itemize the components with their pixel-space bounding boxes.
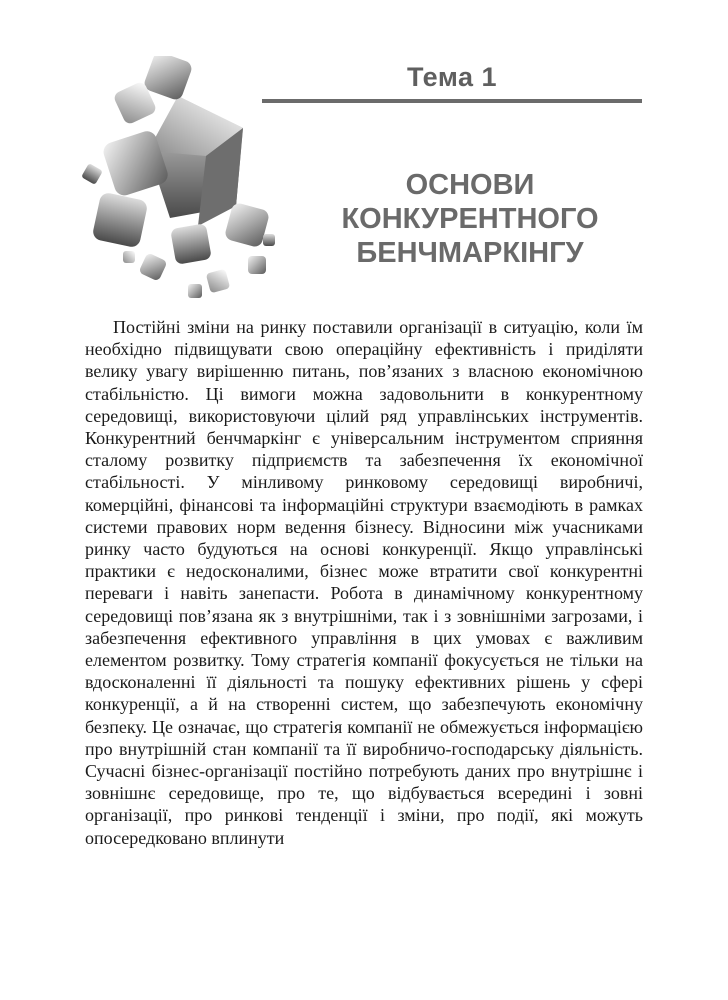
title-line: ОСНОВИ [405,169,535,201]
body-paragraph: Постійні зміни на ринку поставили організації в ситуацію, коли їм необхідно підвищувати свою операційну ефективність і приділяти велику увагу вирішенню питань, пов’язаних з власною економічною стабільністю. Ці вимоги можна задовольнити в конкурентному середовищі, використовуючи цілий ряд управлінських інструментів. Конкурентний бенчмаркінг є універсальним інструментом сприяння сталому розвитку підприємств та забезпечення їх економічної стабільності. У мінливому ринковому середовищі виробничі, комерційні, фінансові та інформаційні структури взаємодіють в рамках системи правових норм ведення бізнесу. Відносини між учасниками ринку часто будуються на основі конкуренції. Якщо управлінські практики є недосконалими, бізнес може втратити свої конкурентні переваги і навіть занепасти. Робота в динамічному конкурентному середовищі пов’язана як з внутрішніми, так і з зовнішніми загрозами, і забезпечення ефективного управління в цих умовах є важливим елементом розвитку. Тому стратегія компанії фокусується не тільки на вдосконаленні її діяльності та пошуку ефективних рішень у сфері конкуренції, а й на створенні систем, що забезпечують економічну безпеку. Це означає, що стратегія компанії не обмежується інформацією про внутрішній стан компанії та її виробничо-господарську діяльність. Сучасні бізнес-організації постійно потребують даних про внутрішнє і зовнішнє середовище, про те, що відбувається всередині і зовні організації, про ринкові тенденції і зміни, про події, які можуть опосередковано вплинути [85,317,643,848]
topic-header [262,62,642,103]
cubes-illustration-icon [78,56,288,306]
topic-label: Тема 1 [407,62,497,92]
title-line: КОНКУРЕНТНОГО [341,203,599,235]
title-line: БЕНЧМАРКІНГУ [356,237,584,269]
page-title [300,168,640,270]
topic-underline [262,99,642,103]
